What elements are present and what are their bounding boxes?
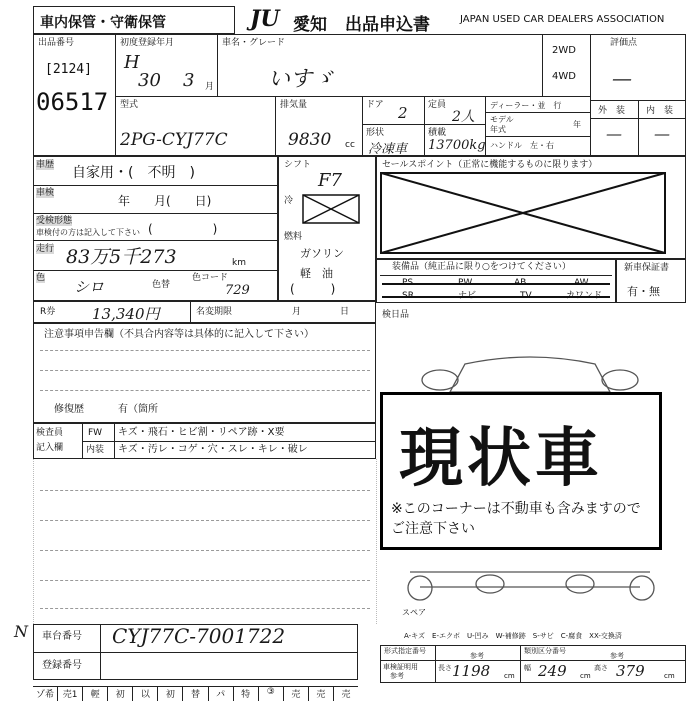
dealer-row2-model: モデル bbox=[490, 115, 514, 124]
repair-value: 有（箇所 bbox=[118, 404, 158, 415]
equip-item-aw: AW bbox=[574, 278, 589, 288]
registration-number-label: 登録番号 bbox=[42, 660, 82, 671]
color-value: シロ bbox=[74, 278, 105, 296]
load-value: 13700kg bbox=[428, 138, 486, 153]
inspection-value: 年 月( 日) bbox=[118, 194, 212, 208]
type-spec-label: 形式指定番号 bbox=[384, 647, 426, 655]
length-label: 長さ bbox=[438, 664, 452, 672]
stamp-note: ※このコーナーは不動車も含みますのでご注意下さい bbox=[391, 501, 641, 537]
transfer-month: 月 bbox=[292, 307, 302, 317]
footer-cell: ゾ希 bbox=[33, 687, 58, 701]
footer-cell: 売1 bbox=[58, 687, 83, 701]
footer-cell: 売 bbox=[309, 687, 334, 701]
acceptance-parens: ( ) bbox=[148, 222, 218, 236]
inspector-label: 検査員 bbox=[36, 428, 64, 438]
displacement-label: 排気量 bbox=[280, 100, 308, 110]
acceptance-note: 車検付の方は記入して下さい bbox=[36, 228, 140, 237]
stamp-as-is-box bbox=[380, 392, 662, 550]
spare-label: スペア bbox=[402, 608, 426, 617]
registration-label: 初度登録年月 bbox=[120, 38, 175, 48]
lot-number: 06517 bbox=[36, 88, 109, 116]
history-label: 車歴 bbox=[36, 160, 55, 170]
rating-label: 評価点 bbox=[610, 38, 638, 48]
shape-value: 冷凍車 bbox=[368, 142, 408, 157]
lot-code: [2124] bbox=[45, 62, 92, 77]
equip-item-kawando: カワンド bbox=[566, 291, 603, 301]
equip-item-ps: PS bbox=[402, 278, 414, 288]
chassis-value: CYJ77C-7001722 bbox=[112, 624, 286, 648]
mileage-unit: km bbox=[232, 258, 246, 268]
footer-cell: 以 bbox=[133, 687, 158, 701]
category-ref: 参考 bbox=[610, 652, 624, 660]
inspector-label-2: 記入欄 bbox=[36, 443, 64, 453]
notes-label: 注意事項申告欄（不具合内容等は具体的に記入して下さい） bbox=[44, 329, 314, 340]
footer-cell: 替 bbox=[183, 687, 208, 701]
height-value: 379 bbox=[616, 662, 645, 680]
interior-label: 内装 bbox=[86, 445, 105, 455]
chassis-label: 車台番号 bbox=[42, 631, 82, 642]
registration-year: 30 bbox=[138, 70, 161, 91]
storage-label: 車内保管・守衛保管 bbox=[40, 15, 166, 31]
width-unit: cm bbox=[580, 672, 591, 680]
footer-strip bbox=[33, 686, 358, 701]
equip-item-sr: SR bbox=[402, 291, 414, 301]
color-label: 色 bbox=[36, 273, 46, 283]
new-warranty-value: 有・無 bbox=[627, 285, 660, 298]
fuel-value: ガソリン 軽 油 bbox=[300, 247, 355, 280]
transfer-day: 日 bbox=[340, 307, 350, 317]
fw-text: キズ・飛石・ヒビ割・リペア跡・X要 bbox=[118, 427, 285, 438]
brand-logo: JU bbox=[250, 6, 280, 32]
doors-label: ドア bbox=[366, 100, 384, 110]
sales-point-crossed-box bbox=[380, 172, 666, 254]
new-warranty-label: 新車保証書 bbox=[624, 263, 670, 273]
history-value: 自家用・( 不明 ) bbox=[72, 165, 195, 181]
dealer-row3: 年式 bbox=[490, 125, 506, 134]
color-code-value: 729 bbox=[225, 283, 250, 298]
equip-item-ab: AB bbox=[514, 278, 527, 288]
shift-value: F7 bbox=[318, 170, 342, 191]
width-label: 幅 bbox=[524, 664, 531, 672]
storage-box bbox=[33, 6, 235, 34]
fuel-parens: ( ) bbox=[290, 282, 336, 296]
cert-label: 車検証明用 bbox=[383, 663, 418, 671]
shape-label: 形状 bbox=[366, 128, 385, 138]
load-label: 積載 bbox=[428, 128, 447, 138]
rating-exterior-label: 外 装 bbox=[598, 106, 626, 116]
shift-label: シフト bbox=[284, 160, 312, 170]
model-value: 2PG-CYJ77C bbox=[120, 130, 228, 150]
capacity-label: 定員 bbox=[428, 100, 447, 110]
interior-text: キズ・汚レ・コゲ・穴・スレ・キレ・破レ bbox=[118, 444, 308, 455]
cert-ref: 参考 bbox=[390, 672, 404, 680]
ext-label: 検日品 bbox=[382, 310, 410, 320]
footer-cell: パ bbox=[209, 687, 234, 701]
fw-label: FW bbox=[88, 428, 103, 438]
displacement-unit: cc bbox=[345, 140, 355, 150]
equipment-strike-2 bbox=[382, 296, 610, 298]
color-change-label: 色替 bbox=[152, 280, 171, 290]
r-label: R券 bbox=[40, 307, 56, 317]
cooler-label: 冷 bbox=[284, 196, 294, 206]
equip-item-pw: PW bbox=[458, 278, 473, 288]
chassis-mark: N bbox=[14, 622, 28, 641]
footer-cell: 初 bbox=[158, 687, 183, 701]
registration-month: 3 bbox=[183, 70, 195, 91]
model-label: 型式 bbox=[120, 100, 139, 110]
form-title: 出品申込書 bbox=[345, 15, 430, 35]
dealer-row2-year: 年 bbox=[573, 120, 581, 129]
displacement-value: 9830 bbox=[288, 130, 332, 150]
mileage-label: 走行 bbox=[36, 244, 55, 254]
damage-legend: A-キズ E-エクボ U-凹み W-補修跡 S-サビ C-腐食 XX-交換済 bbox=[404, 632, 622, 640]
dealer-row4: ハンドル 左・右 bbox=[490, 141, 554, 150]
capacity-value: 2人 bbox=[452, 109, 475, 125]
footer-cell: 売 bbox=[284, 687, 309, 701]
registration-month-unit: 月 bbox=[205, 82, 215, 92]
footer-cell: 売 bbox=[341, 690, 351, 700]
lot-label: 出品番号 bbox=[38, 38, 75, 48]
drive-4wd: 4WD bbox=[552, 71, 576, 82]
footer-cell: 特 bbox=[234, 687, 259, 701]
equip-item-tv: TV bbox=[520, 291, 532, 301]
vehicle-name-label: 車名・グレード bbox=[222, 38, 286, 48]
footer-cell: 輕 bbox=[83, 687, 108, 701]
vehicle-name-value: いすゞ bbox=[268, 67, 335, 92]
length-value: 1198 bbox=[452, 662, 491, 680]
rating-interior-label: 内 装 bbox=[646, 106, 674, 116]
sales-point-label: セールスポイント（正常に機能するものに限ります） bbox=[382, 160, 598, 170]
association-name: JAPAN USED CAR DEALERS ASSOCIATION bbox=[460, 14, 665, 25]
rating-exterior-value: — bbox=[606, 124, 622, 143]
length-unit: cm bbox=[504, 672, 515, 680]
rating-value: — bbox=[612, 66, 632, 90]
height-label: 高さ bbox=[594, 664, 608, 672]
equip-item-navi: ナビ bbox=[458, 291, 477, 301]
footer-cell: ③ bbox=[259, 687, 284, 701]
category-label: 類別区分番号 bbox=[524, 647, 566, 655]
drive-2wd: 2WD bbox=[552, 45, 576, 56]
inspection-label: 車検 bbox=[36, 188, 55, 198]
width-value: 249 bbox=[538, 662, 567, 680]
r-value: 13,340円 bbox=[92, 305, 160, 323]
stamp-as-is-text: 現状車 bbox=[399, 422, 603, 496]
fuel-label: 燃料 bbox=[284, 232, 303, 242]
rating-interior-value: — bbox=[654, 124, 670, 143]
brand-region: 愛知 bbox=[293, 15, 327, 35]
type-spec-ref: 参考 bbox=[470, 652, 484, 660]
acceptance-label: 受検形態 bbox=[36, 216, 73, 226]
color-code-label: 色コード bbox=[192, 273, 229, 283]
height-unit: cm bbox=[664, 672, 675, 680]
equipment-label: 装備品（純正品に限り○をつけてください） bbox=[392, 262, 571, 272]
equipment-strike-1 bbox=[382, 283, 610, 285]
footer-cell: 初 bbox=[108, 687, 133, 701]
transfer-label: 名変期限 bbox=[196, 307, 233, 317]
mileage-value: 83万5千273 bbox=[66, 246, 177, 268]
dealer-row1: ディーラー・並 行 bbox=[490, 101, 562, 110]
doors-value: 2 bbox=[398, 104, 408, 122]
registration-era: H bbox=[124, 52, 140, 73]
repair-label: 修復歴 bbox=[54, 404, 84, 415]
cooler-crossed-box bbox=[302, 194, 360, 224]
